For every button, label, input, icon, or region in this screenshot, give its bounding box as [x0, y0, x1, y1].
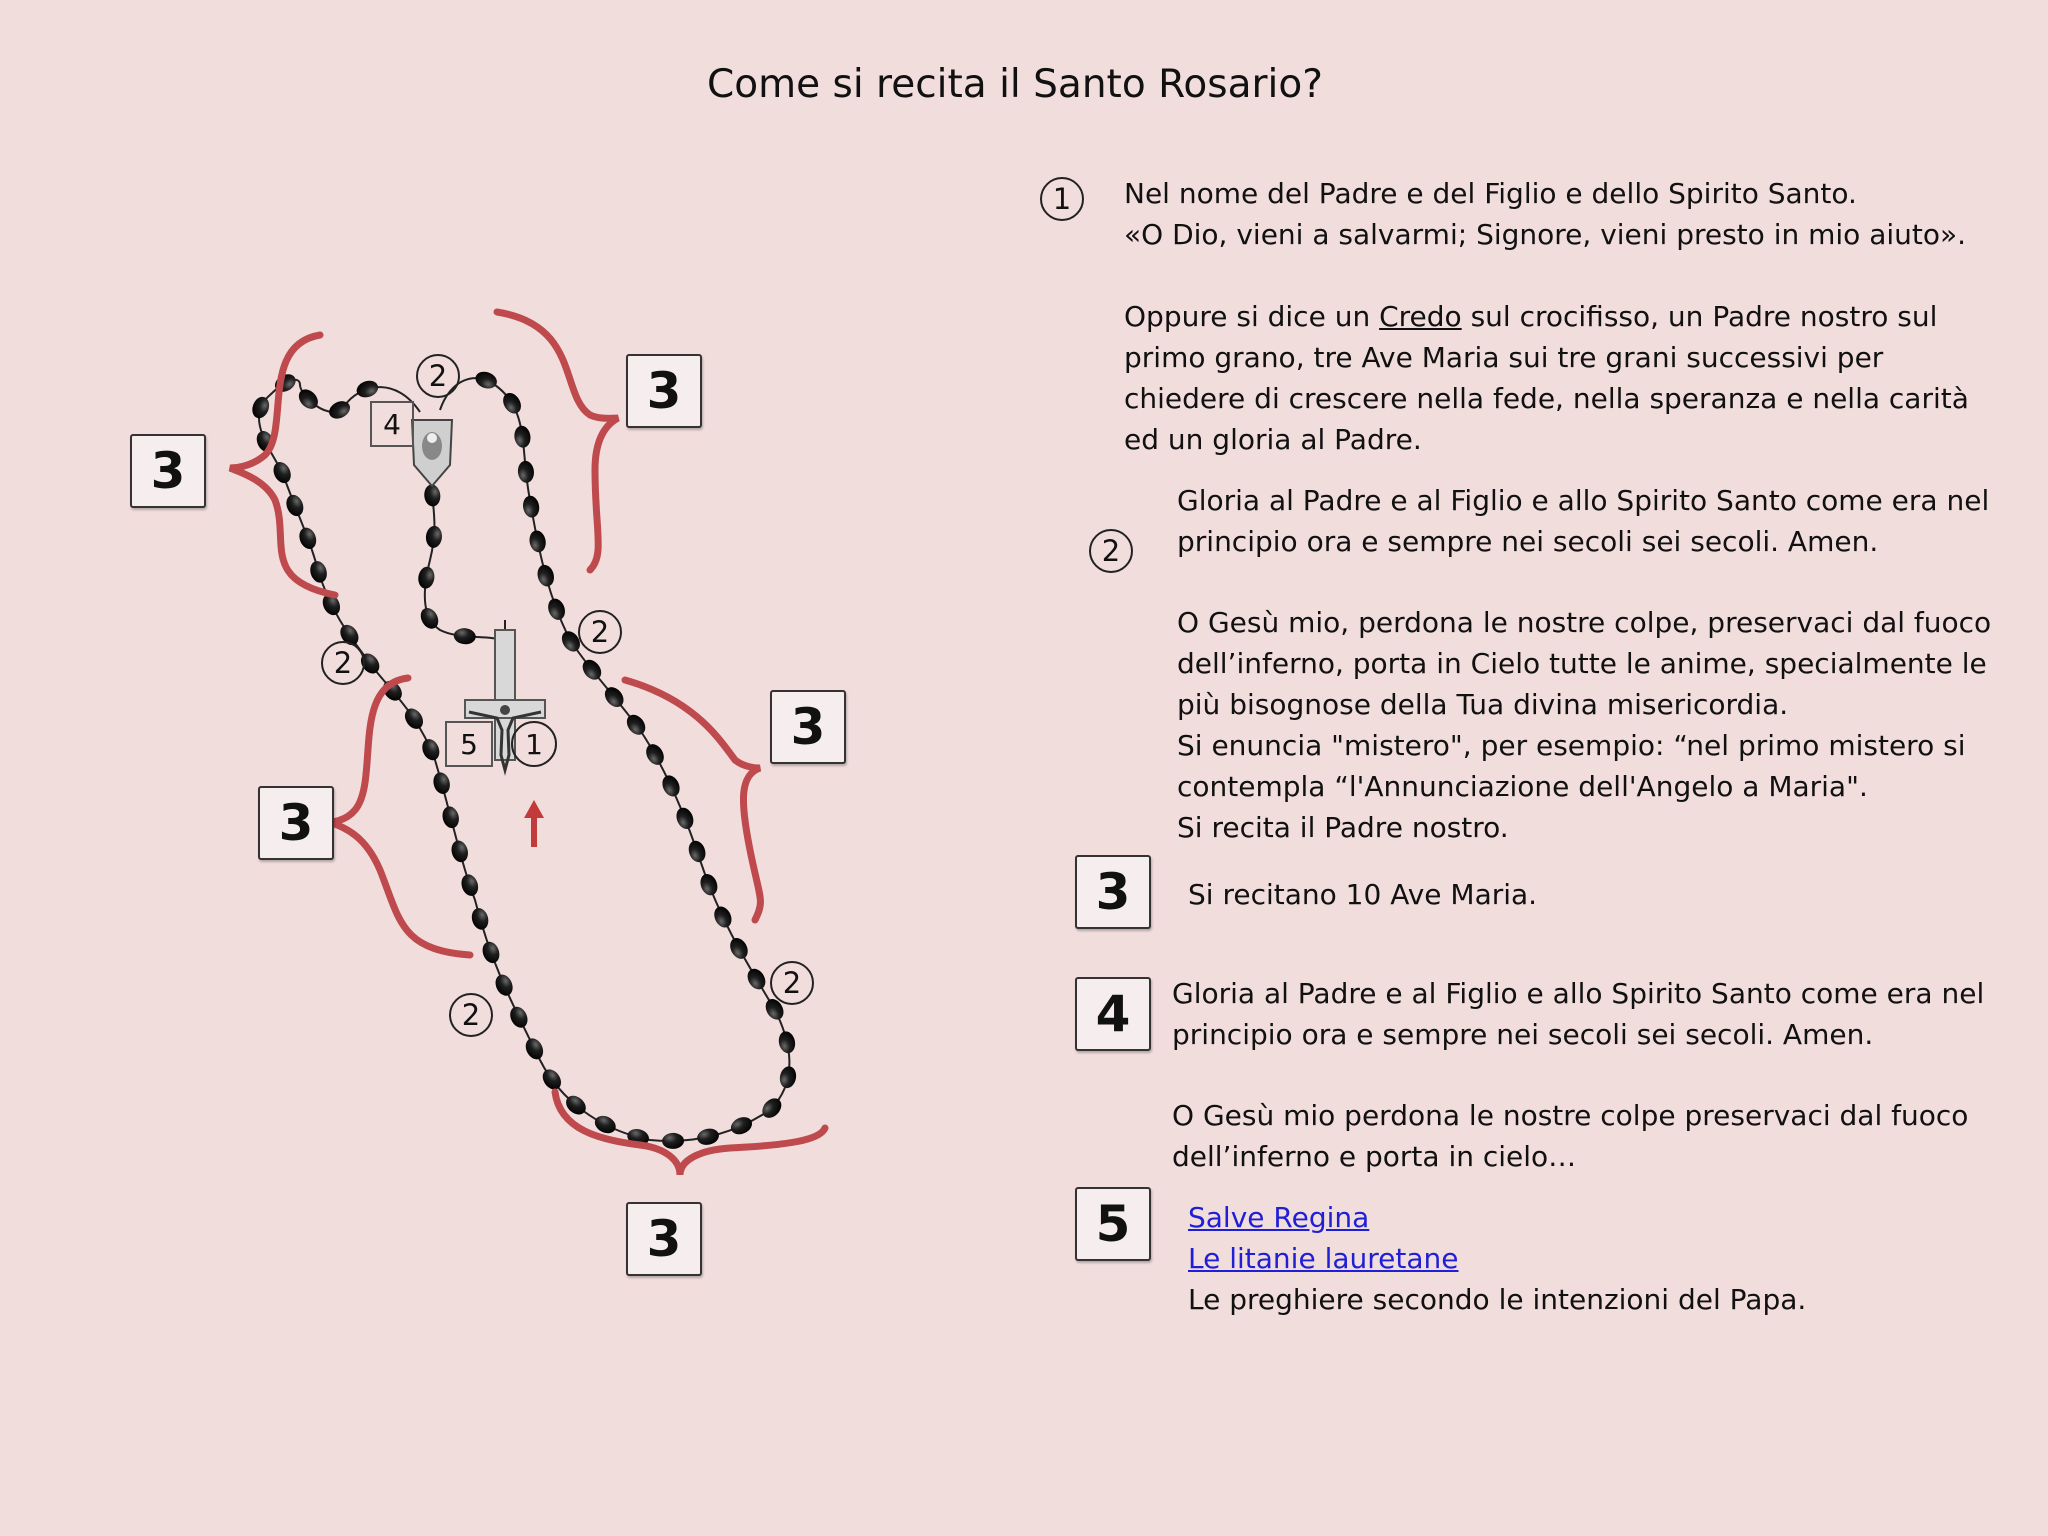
diagram-decade-box-mid-right: 3 — [770, 690, 846, 764]
rosary-bead — [522, 1035, 546, 1062]
step-1-alternative — [1124, 296, 1969, 460]
crucifix-start-label-circle — [512, 722, 556, 766]
rosary-bead — [480, 939, 503, 965]
rosary-bead — [459, 872, 481, 898]
rosary-bead — [440, 805, 461, 830]
rosary-bead — [419, 736, 442, 763]
step-1-alt-line-2: primo grano, tre Ave Maria sui tre grani successivi per — [1124, 341, 1884, 374]
rosary-bead — [449, 839, 470, 864]
diagram-decade-box-top-left: 3 — [130, 434, 206, 508]
rosary-pendant-beads — [417, 484, 477, 646]
brace-right-bottom — [625, 680, 760, 920]
page-title: Come si recita il Santo Rosario? — [707, 62, 1323, 107]
rosary-bead — [453, 627, 476, 645]
medal-label: 4 — [383, 408, 401, 441]
diagram-decade-box-bottom: 3 — [626, 1202, 702, 1276]
step-5-text — [1188, 1197, 1806, 1320]
rosary-bead — [728, 1114, 755, 1138]
rosary-bead — [283, 492, 306, 518]
marian-medal — [412, 420, 452, 486]
rosary-bead — [270, 459, 294, 486]
rosary-bead — [513, 425, 532, 449]
rosary-bead — [401, 705, 427, 732]
rosary-bead — [659, 773, 683, 800]
rosary-bead — [777, 1030, 798, 1055]
crucifix-final-label: 5 — [460, 728, 478, 761]
step-1-line-1: Nel nome del Padre e del Figlio e dello Spirito Santo. — [1124, 177, 1857, 210]
rosary-bead — [579, 656, 605, 683]
rosary-bead — [425, 525, 443, 548]
rosary-bead — [296, 525, 319, 551]
rosary-bead — [759, 1095, 786, 1122]
step-2-prayer: O Gesù mio, perdona le nostre colpe, preservaci dal fuoco dell’inferno, porta in Cielo tutte le anime, specialmente le più bisognose della Tua divina misericordia. Si enuncia "mistero", per esempio: “nel primo mistero si contempla “l'Annunciazione dell'Angelo a Maria". Si recita il Padre nostro. — [1177, 606, 1992, 844]
step-4-marker: 4 — [1075, 977, 1151, 1051]
rosary-bead — [249, 394, 271, 420]
rosary-bead — [417, 566, 436, 590]
rosary-bead — [473, 369, 499, 392]
rosary-bead — [601, 684, 627, 711]
rosary-bead — [778, 1065, 798, 1090]
rosary-bead — [711, 904, 735, 931]
rosary-bead — [535, 563, 556, 588]
diagram-marker-2-top: 2 — [416, 354, 460, 398]
rosary-bead — [499, 390, 524, 417]
rosary-bead — [673, 805, 696, 831]
brace-right-top — [497, 312, 618, 570]
crucifix-final-label-box — [446, 722, 492, 766]
rosary-bead — [521, 494, 540, 518]
credo-link[interactable]: Credo — [1379, 300, 1462, 333]
rosary-diagram — [0, 0, 900, 1400]
rosary-bead — [528, 529, 548, 554]
rosary-bead — [727, 935, 752, 962]
litanie-lauretane-link[interactable]: Le litanie lauretane — [1188, 1242, 1459, 1275]
diagram-marker-2-left: 2 — [321, 641, 365, 685]
salve-regina-link[interactable]: Salve Regina — [1188, 1201, 1370, 1234]
step-4-prayer: O Gesù mio perdona le nostre colpe preservaci dal fuoco dell’inferno e porta in cielo… — [1172, 1099, 1969, 1173]
crucifix-start-label: 1 — [525, 728, 543, 761]
step-5-marker: 5 — [1075, 1187, 1151, 1261]
diagram-decade-box-mid-left: 3 — [258, 786, 334, 860]
rosary-bead — [744, 966, 769, 993]
rosary-bead — [354, 378, 380, 400]
step-3-marker: 3 — [1075, 855, 1151, 929]
diagram-marker-2-lower-left: 2 — [449, 993, 493, 1037]
rosary-bead — [507, 1004, 531, 1031]
rosary-bead — [423, 484, 441, 508]
rosary-bead — [469, 906, 490, 932]
rosary-bead — [696, 1127, 721, 1147]
step-5-papa-text: Le preghiere secondo le intenzioni del Papa. — [1188, 1283, 1807, 1316]
step-1-alt-line-4: ed un gloria al Padre. — [1124, 423, 1422, 456]
rosary-bead — [517, 460, 535, 484]
step-1-marker: 1 — [1040, 177, 1084, 221]
rosary-bead — [492, 972, 515, 999]
step-2-marker: 2 — [1089, 529, 1133, 573]
rosary-loop-beads — [249, 369, 797, 1149]
rosary-bead — [697, 872, 720, 898]
diagram-marker-2-lower-right: 2 — [770, 961, 814, 1005]
rosary-bead — [662, 1133, 684, 1150]
step-1-alt-line-1: Oppure si dice un Credo sul crocifisso, un Padre nostro sul — [1124, 300, 1938, 333]
brace-bottom — [555, 1092, 825, 1175]
rosary-bead — [295, 386, 322, 413]
start-arrow — [524, 800, 544, 847]
step-4-gloria: Gloria al Padre e al Figlio e allo Spirito Santo come era nel principio ora e sempre nei secoli sei secoli. Amen. — [1172, 977, 1985, 1051]
rosary-bead — [431, 770, 452, 795]
medal-label-box — [371, 402, 413, 446]
step-1-alt-line-3: chiedere di crescere nella fede, nella speranza e nella carità — [1124, 382, 1969, 415]
rosary-bead — [308, 559, 330, 585]
rosary-bead — [623, 711, 649, 738]
rosary-bead — [539, 1066, 565, 1093]
step-1-line-2: «O Dio, vieni a salvarmi; Signore, vieni presto in mio aiuto». — [1124, 218, 1967, 251]
diagram-decade-box-top-right: 3 — [626, 354, 702, 428]
rosary-bead — [686, 838, 708, 864]
rosary-bead — [643, 741, 668, 768]
step-2-gloria: Gloria al Padre e al Figlio e allo Spirito Santo come era nel principio ora e sempre nei secoli sei secoli. Amen. — [1177, 484, 1990, 558]
step-3-text: Si recitano 10 Ave Maria. — [1188, 878, 1538, 911]
rosary-bead — [545, 596, 568, 622]
diagram-marker-2-right: 2 — [578, 610, 622, 654]
step-1-text — [1124, 173, 1966, 255]
